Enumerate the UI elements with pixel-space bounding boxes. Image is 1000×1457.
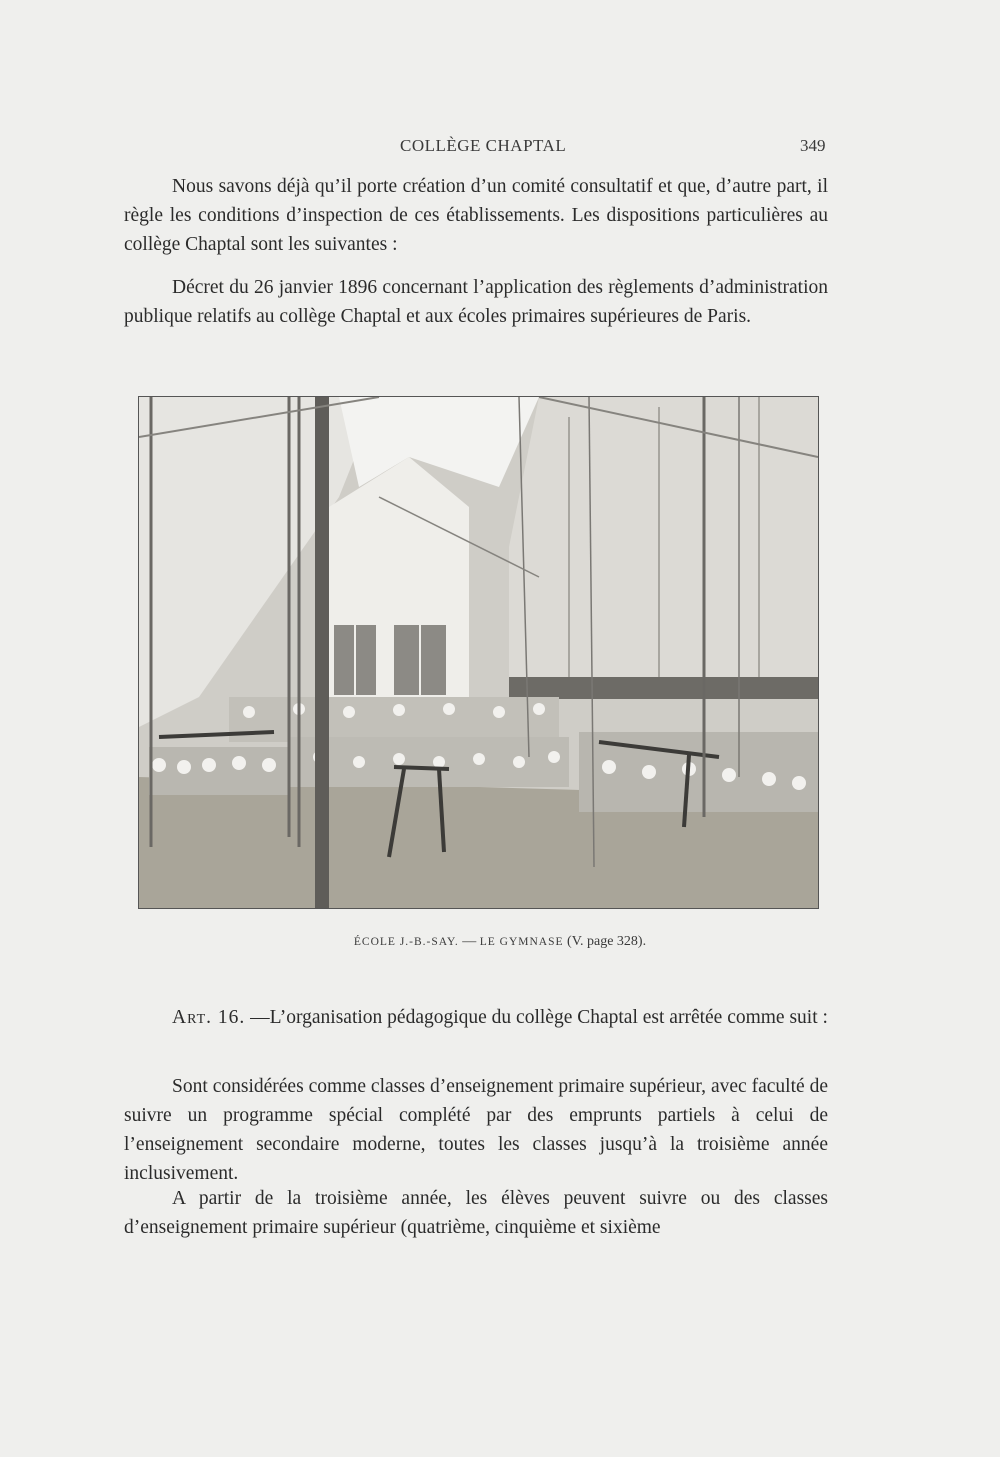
article-label: Art. 16. (172, 1007, 246, 1028)
caption-subject: LE GYMNASE (479, 936, 564, 948)
caption-place: ÉCOLE J.-B.-SAY. (353, 936, 459, 948)
paragraph-third-year: A partir de la troisième année, les élèves peuvent suivre ou des classes d’enseignement primaire supérieur (quatrième, cinquième et sixième (124, 1188, 828, 1238)
caption-separator: — (462, 934, 477, 949)
page-number: 349 (800, 136, 826, 155)
gymnasium-photograph (138, 396, 819, 909)
running-title: COLLÈGE CHAPTAL (400, 136, 567, 155)
gymnasium-illustration (139, 397, 818, 908)
paragraph-article-16 (124, 1003, 828, 1032)
figure-caption (0, 934, 1000, 950)
article-text: —L’organisation pédagogique du collège Chaptal est arrêtée comme suit : (250, 1007, 828, 1028)
paragraph-intro: Nous savons déjà qu’il porte création d’un comité consultatif et que, d’autre part, il règle les conditions d’inspection de ces établissements. Les dispositions particulières au collège Chaptal sont les suivantes : (124, 176, 828, 255)
paragraph-decree: Décret du 26 janvier 1896 concernant l’application des règlements d’administration publique relatifs au collège Chaptal et aux écoles primaires supérieures de Paris. (124, 277, 828, 327)
paragraph-primary-classes: Sont considérées comme classes d’enseignement primaire supérieur, avec faculté de suivre un programme spécial complété par des emprunts partiels à celui de l’enseignement secondaire moderne, toutes les classes jusqu’à la troisième année inclusivement. (124, 1076, 828, 1184)
caption-page-reference: (V. page 328). (567, 934, 647, 949)
